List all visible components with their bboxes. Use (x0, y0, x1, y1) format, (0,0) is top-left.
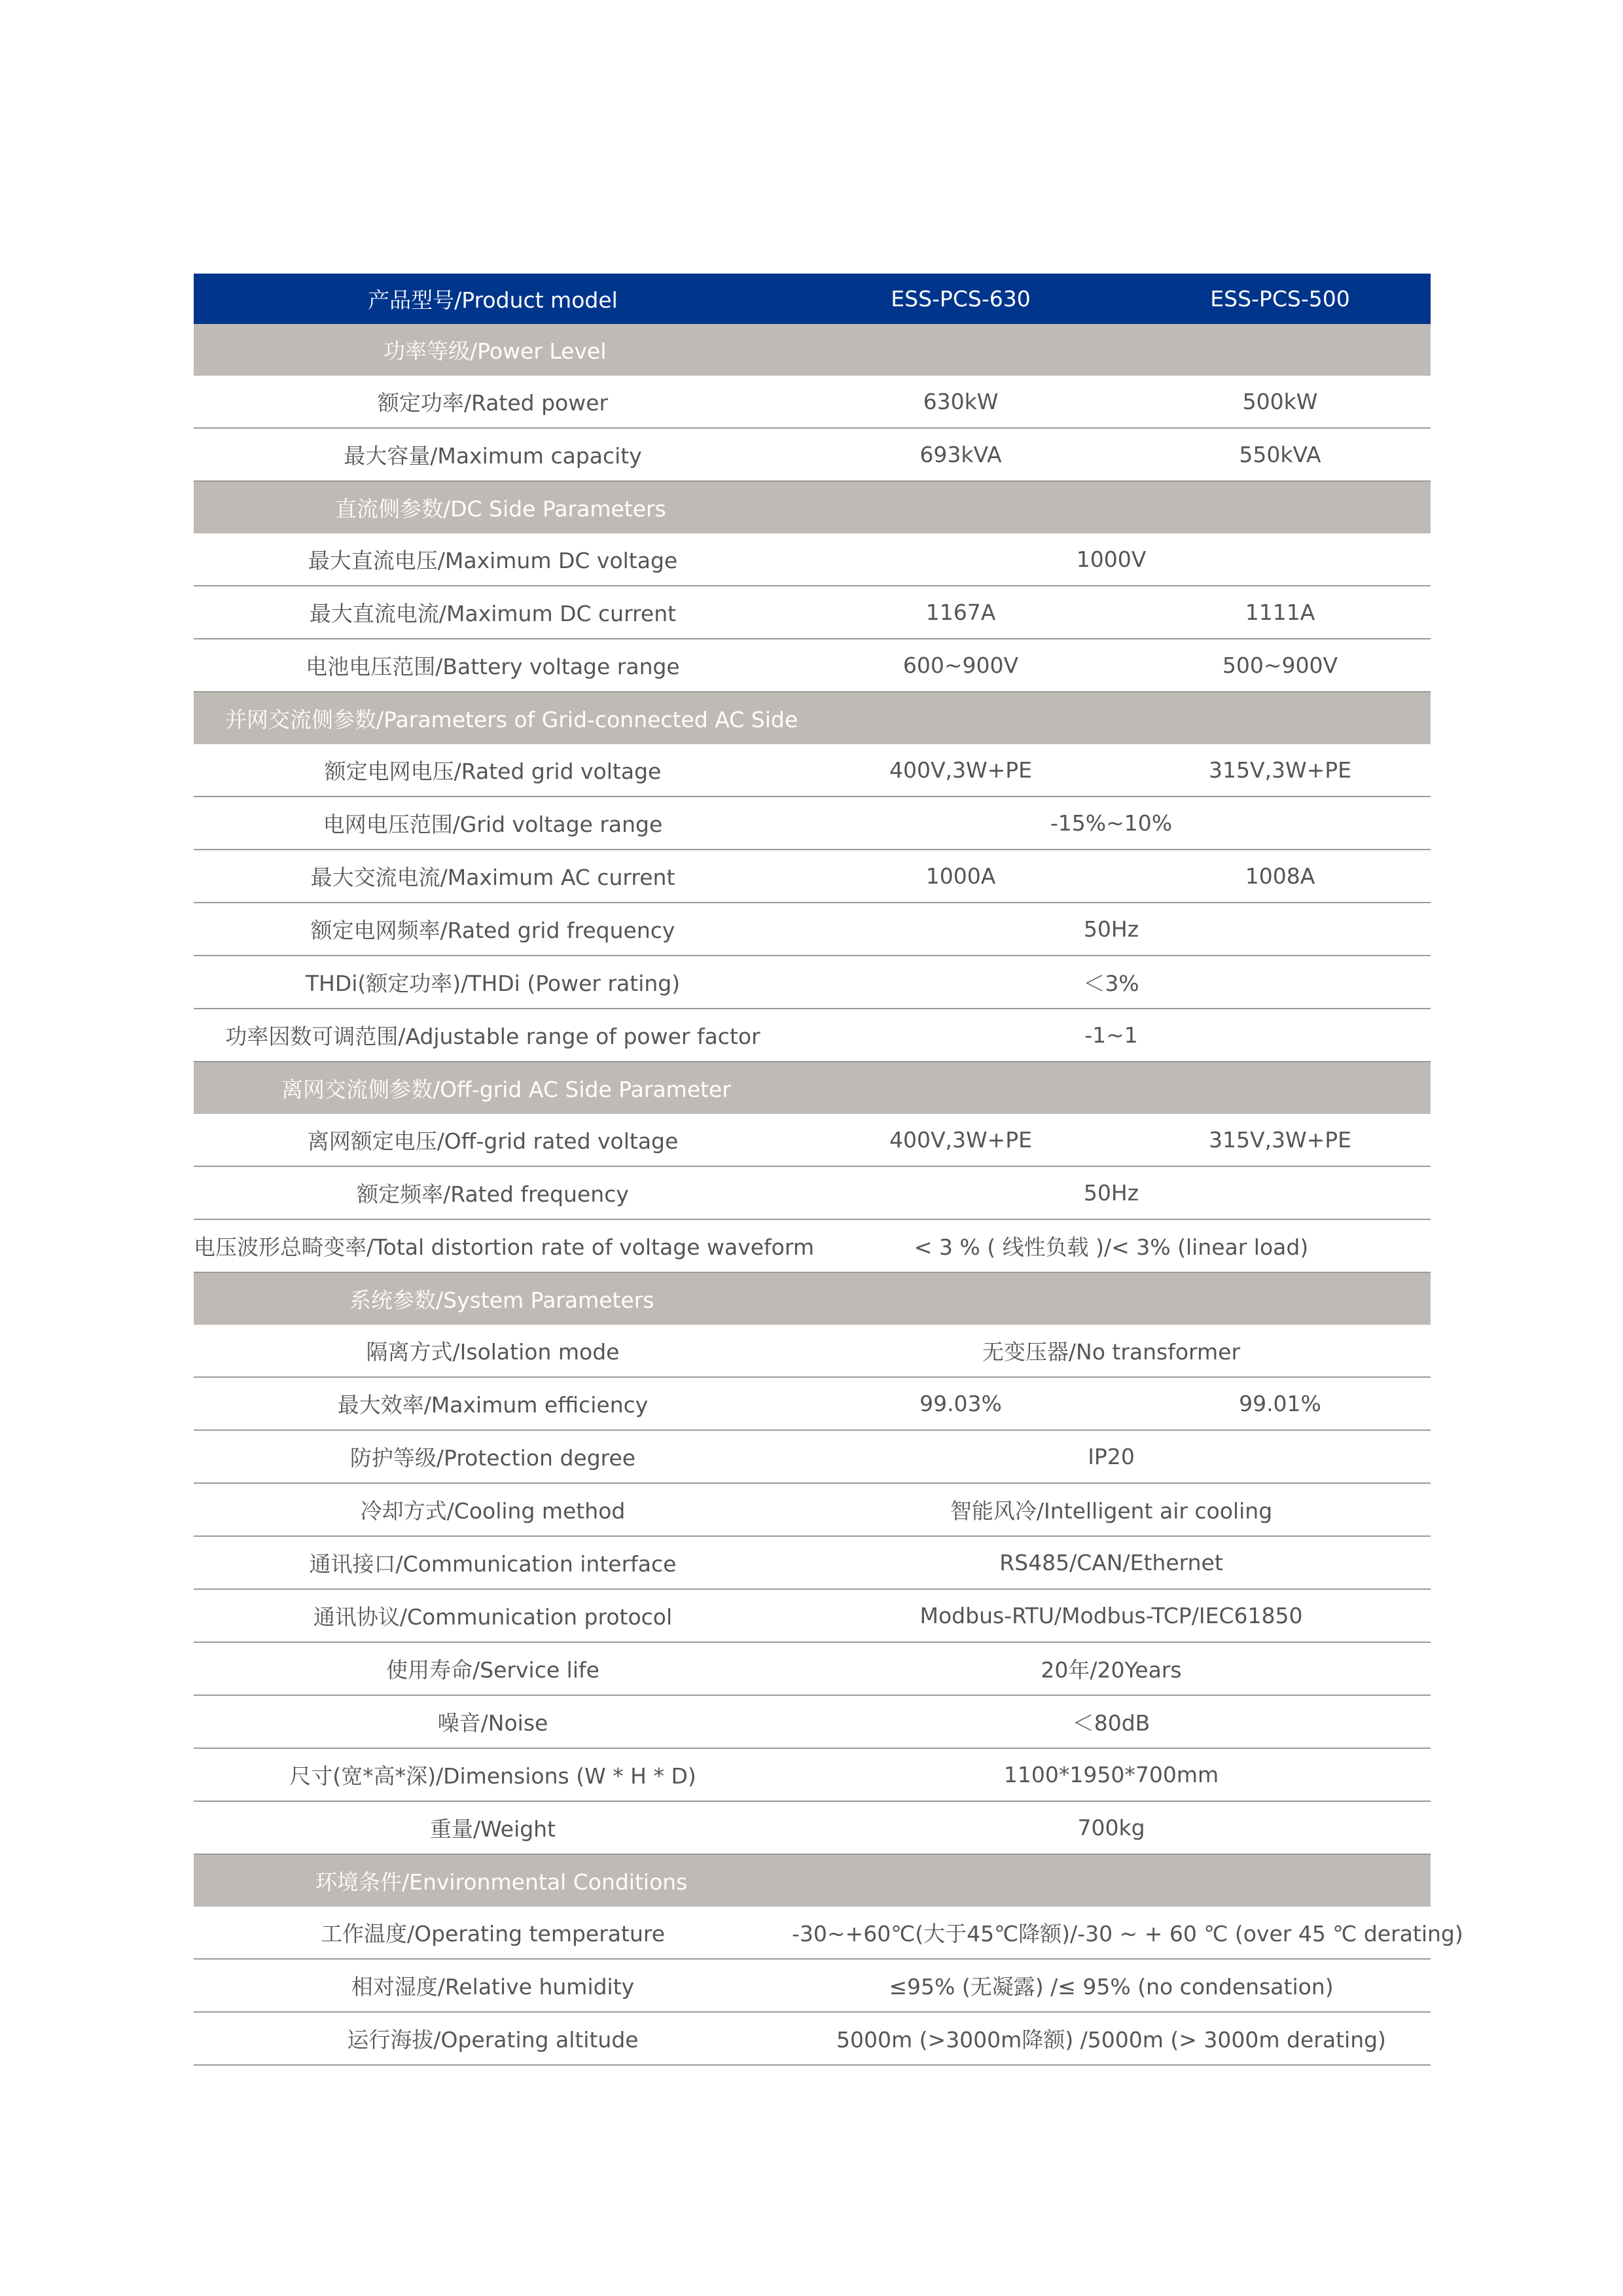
row-value-model-a: 400V,3W+PE (792, 1114, 1130, 1166)
row-label: 最大交流电流/Maximum AC current (194, 850, 792, 903)
row-label: 额定频率/Rated frequency (194, 1166, 792, 1219)
row-label: 额定电网频率/Rated grid frequency (194, 903, 792, 956)
section-header-row (194, 1272, 1431, 1325)
row-value-shared: 无变压器/No transformer (792, 1325, 1431, 1377)
row-value-shared: 1000V (792, 533, 1431, 586)
row-label: 额定功率/Rated power (194, 376, 792, 428)
table-row (194, 1642, 1431, 1695)
row-value-model-b: 500~900V (1130, 639, 1431, 692)
row-value-shared: -30~+60℃(大于45℃降额)/-30 ~ + 60 ℃ (over 45 ℃ derating) (792, 1907, 1431, 1959)
table-row (194, 850, 1431, 903)
table-row (194, 1114, 1431, 1166)
row-label: 电网电压范围/Grid voltage range (194, 797, 792, 850)
row-label: 运行海拔/Operating altitude (194, 2012, 792, 2065)
row-value-model-a: 600~900V (792, 639, 1130, 692)
section-title: 并网交流侧参数/Parameters of Grid-connected AC Side (194, 692, 1431, 744)
row-value-shared: ＜80dB (792, 1695, 1431, 1748)
row-value-model-a: 99.03% (792, 1377, 1130, 1430)
row-label: 噪音/Noise (194, 1695, 792, 1748)
row-label: 额定电网电压/Rated grid voltage (194, 744, 792, 797)
row-label: 防护等级/Protection degree (194, 1430, 792, 1483)
row-value-model-b: 550kVA (1130, 428, 1431, 481)
row-value-model-b: 1008A (1130, 850, 1431, 903)
section-header-row (194, 1854, 1431, 1907)
table-header-row (194, 274, 1431, 324)
section-title: 直流侧参数/DC Side Parameters (194, 481, 1431, 533)
row-label: 最大直流电压/Maximum DC voltage (194, 533, 792, 586)
row-value-shared: 5000m (>3000m降额) /5000m (> 3000m derating) (792, 2012, 1431, 2065)
row-label: 工作温度/Operating temperature (194, 1907, 792, 1959)
row-label: 使用寿命/Service life (194, 1642, 792, 1695)
table-row (194, 1325, 1431, 1377)
header-model-a: ESS-PCS-630 (792, 274, 1130, 324)
section-title: 功率等级/Power Level (194, 324, 1431, 376)
table-row (194, 2012, 1431, 2065)
row-label: 功率因数可调范围/Adjustable range of power factor (194, 1009, 792, 1062)
table-row (194, 1589, 1431, 1642)
section-header-row (194, 324, 1431, 376)
row-value-shared: Modbus-RTU/Modbus-TCP/IEC61850 (792, 1589, 1431, 1642)
table-row (194, 1695, 1431, 1748)
spec-table-body (194, 274, 1463, 2065)
row-value-shared: ＜3% (792, 956, 1431, 1009)
row-label: 电池电压范围/Battery voltage range (194, 639, 792, 692)
row-value-shared: -1~1 (792, 1009, 1431, 1062)
table-row (194, 744, 1431, 797)
row-label: 通讯接口/Communication interface (194, 1536, 792, 1589)
row-value-model-b: 315V,3W+PE (1130, 744, 1431, 797)
section-title: 环境条件/Environmental Conditions (194, 1854, 1431, 1907)
table-row (194, 956, 1431, 1009)
spec-table (194, 274, 1463, 2066)
table-row (194, 376, 1431, 428)
row-value-shared: 700kg (792, 1801, 1431, 1854)
row-label: 最大直流电流/Maximum DC current (194, 586, 792, 639)
row-value-model-a: 630kW (792, 376, 1130, 428)
row-value-shared: < 3 % ( 线性负载 )/< 3% (linear load) (792, 1219, 1431, 1272)
header-label: 产品型号/Product model (194, 274, 792, 324)
table-row (194, 639, 1431, 692)
table-row (194, 1430, 1431, 1483)
row-value-model-a: 1167A (792, 586, 1130, 639)
row-value-model-b: 1111A (1130, 586, 1431, 639)
row-value-model-a: 693kVA (792, 428, 1130, 481)
table-row (194, 1801, 1431, 1854)
section-header-row (194, 1062, 1431, 1114)
row-value-model-a: 1000A (792, 850, 1130, 903)
table-row (194, 1377, 1431, 1430)
row-value-shared: 1100*1950*700mm (792, 1748, 1431, 1801)
row-value-shared: RS485/CAN/Ethernet (792, 1536, 1431, 1589)
row-label: 隔离方式/Isolation mode (194, 1325, 792, 1377)
row-label: 离网额定电压/Off-grid rated voltage (194, 1114, 792, 1166)
row-value-shared: -15%~10% (792, 797, 1431, 850)
section-header-row (194, 481, 1431, 533)
row-value-model-b: 500kW (1130, 376, 1431, 428)
row-label: 冷却方式/Cooling method (194, 1483, 792, 1536)
section-title: 离网交流侧参数/Off-grid AC Side Parameter (194, 1062, 1431, 1114)
table-row (194, 428, 1431, 481)
row-label: 电压波形总畸变率/Total distortion rate of voltage waveform (194, 1219, 792, 1272)
row-label: 最大效率/Maximum efficiency (194, 1377, 792, 1430)
row-value-model-b: 315V,3W+PE (1130, 1114, 1431, 1166)
table-row (194, 1907, 1431, 1959)
row-value-shared: ≤95% (无凝露) /≤ 95% (no condensation) (792, 1959, 1431, 2012)
header-model-b: ESS-PCS-500 (1130, 274, 1431, 324)
table-row (194, 1009, 1431, 1062)
row-label: 重量/Weight (194, 1801, 792, 1854)
table-row (194, 1483, 1431, 1536)
row-label: 通讯协议/Communication protocol (194, 1589, 792, 1642)
row-value-model-a: 400V,3W+PE (792, 744, 1130, 797)
row-label: THDi(额定功率)/THDi (Power rating) (194, 956, 792, 1009)
row-value-shared: 智能风冷/Intelligent air cooling (792, 1483, 1431, 1536)
row-value-shared: 50Hz (792, 1166, 1431, 1219)
row-label: 尺寸(宽*高*深)/Dimensions (W * H * D) (194, 1748, 792, 1801)
table-row (194, 797, 1431, 850)
row-value-shared: 50Hz (792, 903, 1431, 956)
row-value-shared: IP20 (792, 1430, 1431, 1483)
row-value-shared: 20年/20Years (792, 1642, 1431, 1695)
table-row (194, 586, 1431, 639)
row-label: 相对湿度/Relative humidity (194, 1959, 792, 2012)
row-label: 最大容量/Maximum capacity (194, 428, 792, 481)
table-row (194, 1166, 1431, 1219)
table-row (194, 1959, 1431, 2012)
table-row (194, 533, 1431, 586)
table-row (194, 1536, 1431, 1589)
section-header-row (194, 692, 1431, 744)
table-row (194, 1219, 1431, 1272)
table-row (194, 1748, 1431, 1801)
table-row (194, 903, 1431, 956)
row-value-model-b: 99.01% (1130, 1377, 1431, 1430)
section-title: 系统参数/System Parameters (194, 1272, 1431, 1325)
